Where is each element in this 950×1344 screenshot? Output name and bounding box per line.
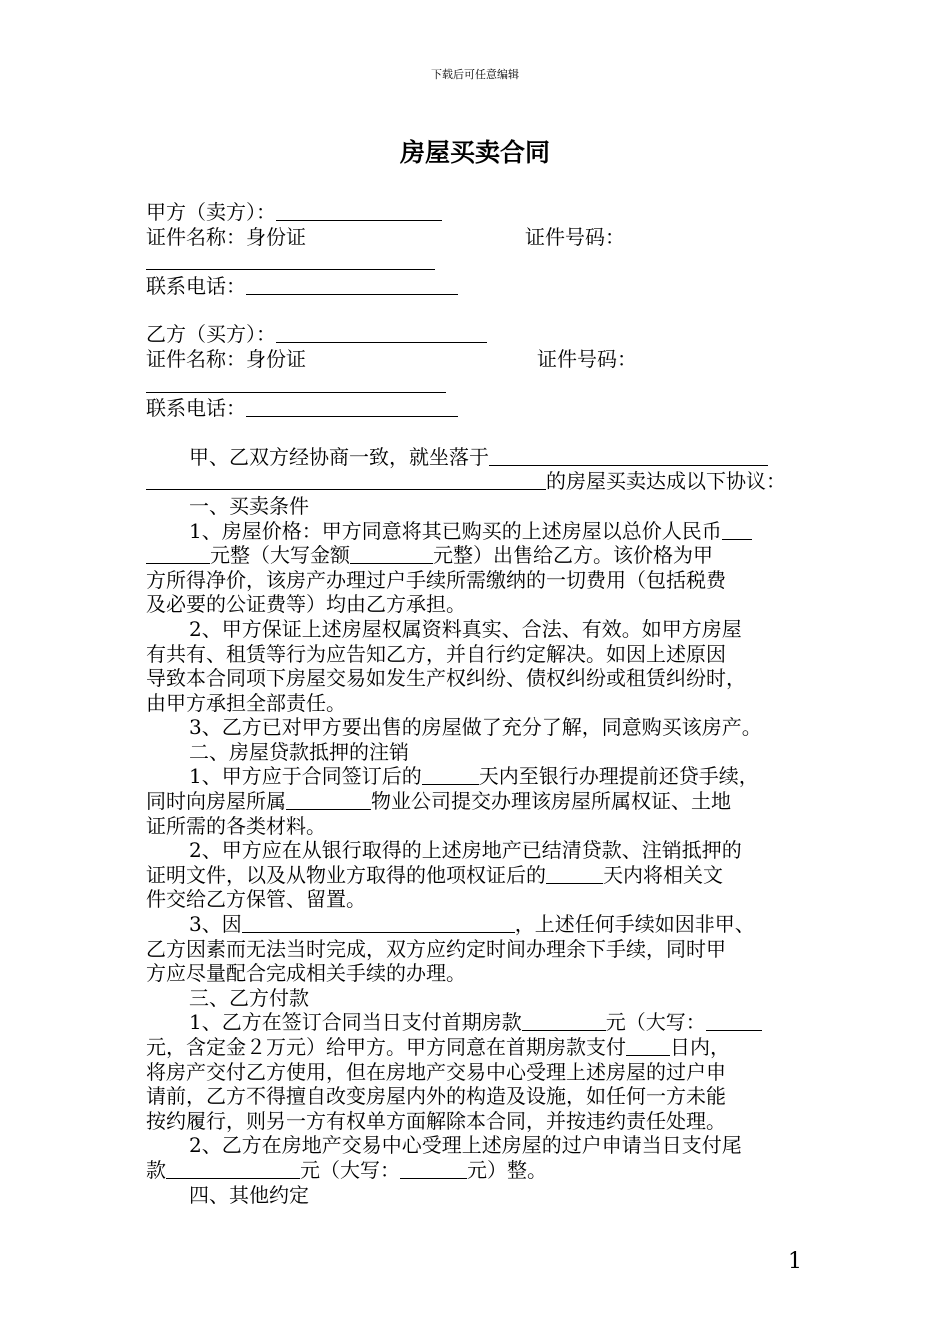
clause-1-3 xyxy=(146,715,818,740)
contract-body xyxy=(146,200,818,1207)
party-a-id-line xyxy=(146,225,818,250)
blank xyxy=(276,201,442,221)
clause-2-1 xyxy=(146,764,818,838)
party-b-block xyxy=(146,322,818,420)
party-b-id-type: 证件名称：身份证 xyxy=(146,346,306,371)
section-4-heading: 四、其他约定 xyxy=(189,1182,309,1207)
clause-text: 物业公司提交办理该房屋所属权证、土地 xyxy=(371,789,731,814)
clause-text: 天内将相关文 xyxy=(603,862,723,887)
clause-text: 元，含定金２万元）给甲方。甲方同意在首期房款支付 xyxy=(146,1035,626,1059)
party-b-phone-line xyxy=(146,396,818,421)
blank xyxy=(350,544,433,564)
clause-text: 导致本合同项下房屋交易如发生产权纠纷、债权纠纷或租赁纠纷时， xyxy=(146,666,746,691)
party-a-block xyxy=(146,200,818,298)
clause-text: 证明文件，以及从物业方取得的他项权证后的 xyxy=(146,862,546,887)
blank xyxy=(400,1159,467,1179)
clause-text: 天内至银行办理提前还贷手续， xyxy=(478,764,759,789)
party-b-id-line xyxy=(146,347,818,372)
blank xyxy=(522,1011,606,1031)
blank xyxy=(722,520,752,540)
clause-text: 2、甲方保证上述房屋权属资料真实、合法、有效。如甲方房屋 xyxy=(189,616,742,641)
clause-text: 2、乙方在房地产交易中心受理上述房屋的过户申请当日支付尾 xyxy=(189,1133,742,1158)
clause-text: 及必要的公证费等）均由乙方承担。 xyxy=(146,592,466,617)
blank xyxy=(276,323,487,343)
blank xyxy=(489,446,768,466)
party-b-id-no-label: 证件号码： xyxy=(537,346,637,371)
clause-text: 由甲方承担全部责任。 xyxy=(146,690,346,715)
clause-text: 元整（大写金额 xyxy=(210,543,350,568)
section-3-heading: 三、乙方付款 xyxy=(189,985,309,1010)
clause-text: 请前，乙方不得擅自改变房屋内外的构造及设施，如任何一方未能 xyxy=(146,1084,726,1109)
party-a-id-type: 证件名称：身份证 xyxy=(146,224,306,249)
section-2-heading: 二、房屋贷款抵押的注销 xyxy=(189,739,409,764)
blank xyxy=(146,373,446,393)
blank xyxy=(146,470,546,490)
blank xyxy=(706,1011,762,1031)
blank xyxy=(166,1159,300,1179)
party-b-id-blank-line xyxy=(146,372,818,397)
blank xyxy=(246,397,458,417)
blank xyxy=(146,250,435,270)
party-a-phone-label: 联系电话： xyxy=(146,273,246,298)
blank xyxy=(146,544,210,564)
intro-paragraph xyxy=(146,445,818,494)
clause-text: 有共有、租赁等行为应告知乙方，并自行约定解决。如因上述原因 xyxy=(146,641,726,666)
intro-text: 的房屋买卖达成以下协议： xyxy=(546,469,786,494)
blank xyxy=(422,765,479,785)
clause-text: 1、甲方应于合同签订后的 xyxy=(189,764,422,789)
clause-text: 方所得净价，该房产办理过户手续所需缴纳的一切费用（包括税费 xyxy=(146,567,726,592)
blank xyxy=(546,864,603,884)
clause-text: 元（大写： xyxy=(605,1010,706,1035)
blank xyxy=(286,790,371,810)
clause-2-3 xyxy=(146,912,818,986)
clause-text: 按约履行，则另一方有权单方面解除本合同，并按违约责任处理。 xyxy=(146,1108,726,1133)
party-a-name-line xyxy=(146,200,818,225)
clause-3-2 xyxy=(146,1133,818,1182)
clause-text: 元（大写： xyxy=(300,1157,400,1182)
party-a-label: 甲方（卖方）： xyxy=(146,200,276,224)
blank xyxy=(626,1036,670,1056)
clause-3-1 xyxy=(146,1010,818,1133)
party-a-phone-line xyxy=(146,274,818,299)
section-1-heading: 一、买卖条件 xyxy=(189,493,309,518)
clause-1-2 xyxy=(146,617,818,715)
party-b-label: 乙方（买方）： xyxy=(146,322,276,347)
clause-text: ，上述任何手续如因非甲、 xyxy=(514,912,755,937)
clause-2-2 xyxy=(146,838,818,912)
party-b-name-line xyxy=(146,322,818,347)
clause-text: 3、乙方已对甲方要出售的房屋做了充分了解，同意购买该房产。 xyxy=(189,715,762,740)
intro-text: 甲、乙双方经协商一致，就坐落于 xyxy=(189,444,489,469)
clause-text: 元）整。 xyxy=(467,1157,547,1182)
party-a-id-blank-line xyxy=(146,249,818,274)
blank xyxy=(242,913,515,933)
clause-text: 1、房屋价格：甲方同意将其已购买的上述房屋以总价人民币 xyxy=(189,518,722,543)
header-note: 下载后可任意编辑 xyxy=(431,68,519,81)
clause-text: 元整）出售给乙方。该价格为甲 xyxy=(433,543,713,568)
clause-text: 证所需的各类材料。 xyxy=(146,813,326,838)
clause-text: 3、因 xyxy=(189,912,242,937)
clause-text: 将房产交付乙方使用，但在房地产交易中心受理上述房屋的过户申 xyxy=(146,1059,726,1084)
clause-text: 日内， xyxy=(670,1035,730,1059)
clause-text: 方应尽量配合完成相关手续的办理。 xyxy=(146,961,466,986)
party-b-phone-label: 联系电话： xyxy=(146,396,246,421)
clause-1-1 xyxy=(146,519,818,617)
clause-text: 乙方因素而无法当时完成，双方应约定时间办理余下手续，同时甲 xyxy=(146,936,726,961)
clause-text: 件交给乙方保管、留置。 xyxy=(146,887,366,912)
blank xyxy=(246,275,458,295)
party-a-id-no-label: 证件号码： xyxy=(525,224,625,249)
clause-text: 款 xyxy=(146,1157,166,1182)
clause-text: 1、乙方在签订合同当日支付首期房款 xyxy=(189,1010,522,1035)
clause-text: 同时向房屋所属 xyxy=(146,789,286,814)
page-number: 1 xyxy=(788,1249,802,1274)
clause-text: 2、甲方应在从银行取得的上述房地产已结清贷款、注销抵押的 xyxy=(189,838,742,863)
contract-title: 房屋买卖合同 xyxy=(399,138,550,167)
